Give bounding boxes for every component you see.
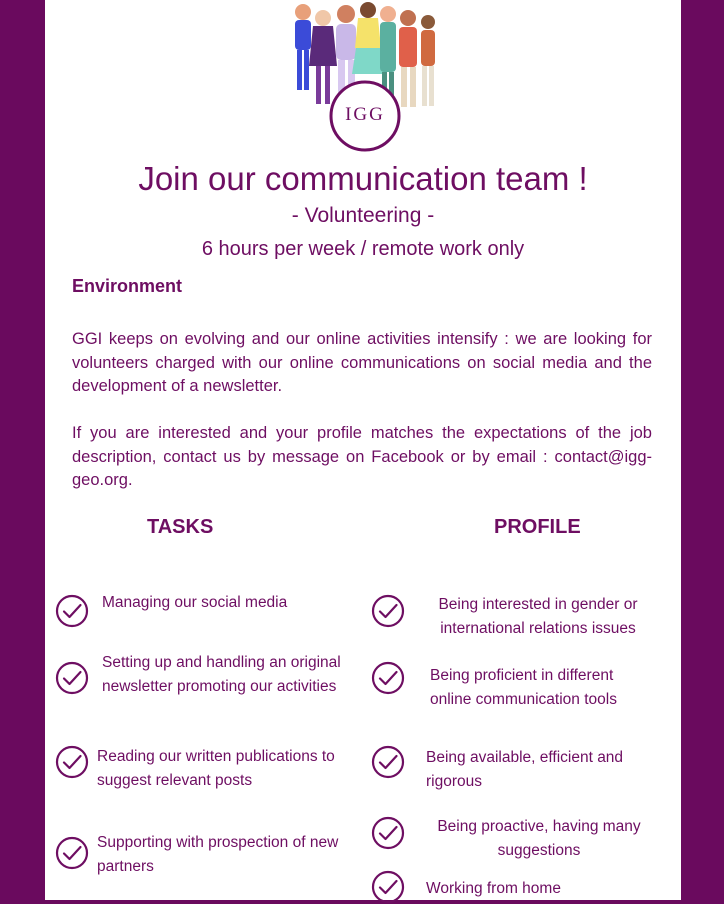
profile-item-3: Being available, efficient and rigorous [426,749,624,790]
hours-line: 6 hours per week / remote work only [201,238,525,260]
check-circle-icon [55,745,89,779]
check-circle-icon [55,661,89,695]
check-circle-icon [371,870,405,904]
page-title: Join our communication team ! [138,160,588,197]
profile-item-5: Working from home [426,880,561,897]
tasks-heading: TASKS [147,516,214,538]
flyer-page [45,0,681,900]
profile-item-4: Being proactive, having many suggestions [437,818,641,859]
page-subtitle: - Volunteering - [291,204,435,227]
logo-text: IGG [345,104,385,125]
environment-heading: Environment [72,276,183,296]
task-item-3: Reading our written publications to suggest relevant posts [97,748,335,789]
profile-heading: PROFILE [494,516,581,538]
profile-item-2: Being proficient in different online communication tools [430,667,617,708]
check-circle-icon [55,594,89,628]
profile-item-1: Being interested in gender or international relations issues [438,596,638,637]
check-circle-icon [55,836,89,870]
task-item-2: Setting up and handling an original newsletter promoting our activities [102,654,341,695]
check-circle-icon [371,816,405,850]
check-circle-icon [371,594,405,628]
task-item-4: Supporting with prospection of new partners [97,834,339,875]
task-item-1: Managing our social media [102,594,288,611]
check-circle-icon [371,661,405,695]
environment-paragraph-2: If you are interested and your profile matches the expectations of the job description, contact us by message on Facebook or by email : contact@igg-geo.org. [72,424,652,489]
check-circle-icon [371,745,405,779]
environment-paragraph-1: GGI keeps on evolving and our online activities intensify : we are looking for volunteers charged with our online communications on social media and the development of a newsletter. [72,330,652,395]
